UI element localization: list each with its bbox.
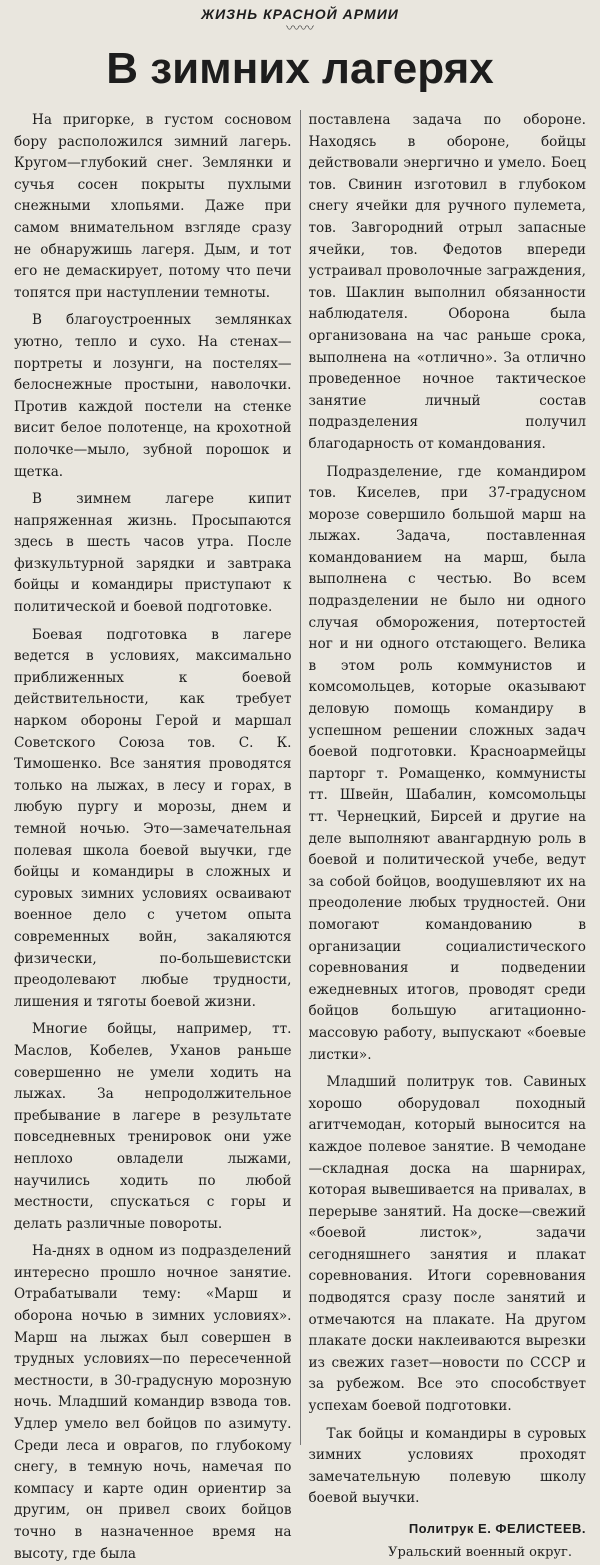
article-headline: В зимних лагерях	[106, 44, 494, 93]
paragraph: Боевая подготовка в лагере ведется в условиях, максимально приближенных к боевой действительности, как требует нарком обороны Герой и маршал Советского Союза тов. С. К. Тимошенко. Все занятия проводятся только на лыжах, в лесу и горах, в любую пургу и морозы, днем и темной ночью. Это—замечательная полевая школа боевой выучки, где бойцы и командиры в сложных и суровых зимних условиях осваивают военное дело с учетом опыта современных войн, закаляются физически, по-большевистски преодолевают любые трудности, лишения и тяготы боевой жизни.	[14, 626, 292, 1010]
paragraph: В зимнем лагере кипит напряженная жизнь. Просыпаются здесь в шесть часов утра. После физкультурной зарядки и завтрака бойцы и командиры приступают к политической и боевой подготовке.	[14, 491, 292, 616]
left-column	[14, 110, 300, 1562]
section-rubric: ЖИЗНЬ КРАСНОЙ АРМИИ	[201, 6, 399, 22]
paragraph: В благоустроенных землянках уютно, тепло и сухо. На стенах—портреты и лозунги, на постелях—белоснежные простыни, наволочки. Против каждой постели на стенке висит белое полотенце, на крохотной полочке—мыло, зубной порошок и щетка.	[14, 312, 292, 480]
paragraph: Так бойцы и командиры в суровых зимних условиях проходят замечательную полевую школу боевой выучки.	[308, 1425, 586, 1507]
paragraph: Многие бойцы, например, тт. Маслов, Кобелев, Уханов раньше совершенно не умели ходить на лыжах. За непродолжительное пребывание в лагере в результате повседневных тренировок они уже неплохо овладели лыжами, научились ходить по любой местности, спускаться с горы и делать различные повороты.	[14, 1021, 292, 1232]
paragraph: поставлена задача по обороне. Находясь в обороне, бойцы действовали энергично и умело. Боец тов. Свинин изготовил в глубоком снегу ячейки для ручного пулемета, тов. Завгородний отрыл запасные ячейки, тов. Федотов впереди устраивал проволочные заграждения, тов. Шаклин выполнил обязанности наблюдателя. Оборона была организована на час раньше срока, выполнена на «отлично». За отлично проведенное ночное тактическое занятие личный состав подразделения получил благодарность от командования.	[308, 112, 586, 452]
paragraph: На пригорке, в густом сосновом бору расположился зимний лагерь. Кругом—глубокий снег. Землянки и сучья сосен покрыты пухлыми снежными хлопьями. Даже при самом внимательном взгляде сразу не обнаружишь лагеря. Дым, и тот его не демаскирует, потому что печи топятся при наступлении темноты.	[14, 112, 292, 301]
ornament-divider: 〰〰	[286, 21, 314, 37]
paragraph: Младший политрук тов. Савиных хорошо оборудовал походный агитчемодан, который выносится на каждое полевое занятие. В чемодане—складная доска на шарнирах, которая вывешивается на привалах, в перерыве занятий. На доске—свежий «боевой листок», задачи сегодняшнего занятия и плакат соревнования. Итоги соревнования подводятся сразу после занятий и отмечаются на плакате. На другом плакате доски наклеиваются вырезки из свежих газет—новости по СССР и за рубежом. Все это способствует успехам боевой подготовки.	[308, 1074, 586, 1415]
article-body	[14, 110, 586, 1562]
author-district: Уральский военный округ.	[388, 1544, 572, 1560]
author-signature: Политрук Е. ФЕЛИСТЕЕВ.	[408, 1521, 586, 1536]
right-column	[300, 110, 587, 1560]
paragraph: Подразделение, где командиром тов. Киселев, при 37-градусном морозе совершило большой марш на лыжах. Задача, поставленная командованием на марш, была выполнена с честью. Во всем подразделении не было ни одного случая обморожения, потертостей ног и ни одного отстающего. Велика в этом роль коммунистов и комсомольцев, которые оказывают деловую помощь командиру в успешном решении сложных задач боевой подготовки. Красноармейцы парторг т. Ромащенко, коммунисты тт. Швейн, Шабалин, комсомольцы тт. Чернецкий, Бирсей и другие на деле выполняют авангардную роль в боевой и политической учебе, ведут за собой бойцов, воодушевляют их на преодоление любых трудностей. Они помогают командованию в организации социалистического соревнования и подведении ежедневных итогов, проводят среди бойцов большую агитационно-массовую работу, выпускают «боевые листки».	[308, 463, 586, 1063]
paragraph: На-днях в одном из подразделений интересно прошло ночное занятие. Отрабатывали тему: «Марш и оборона ночью в зимних условиях». Марш на лыжах был совершен в трудных условиях—по пересеченной местности, в 30-градусную морозную ночь. Младший командир взвода тов. Удлер умело вел бойцов по азимуту. Среди леса и оврагов, по глубокому снегу, в темную ночь, намечая по компасу и карте один ориентир за другим, он привел своих бойцов точно в назначенное время на высоту, где была	[14, 1243, 292, 1562]
